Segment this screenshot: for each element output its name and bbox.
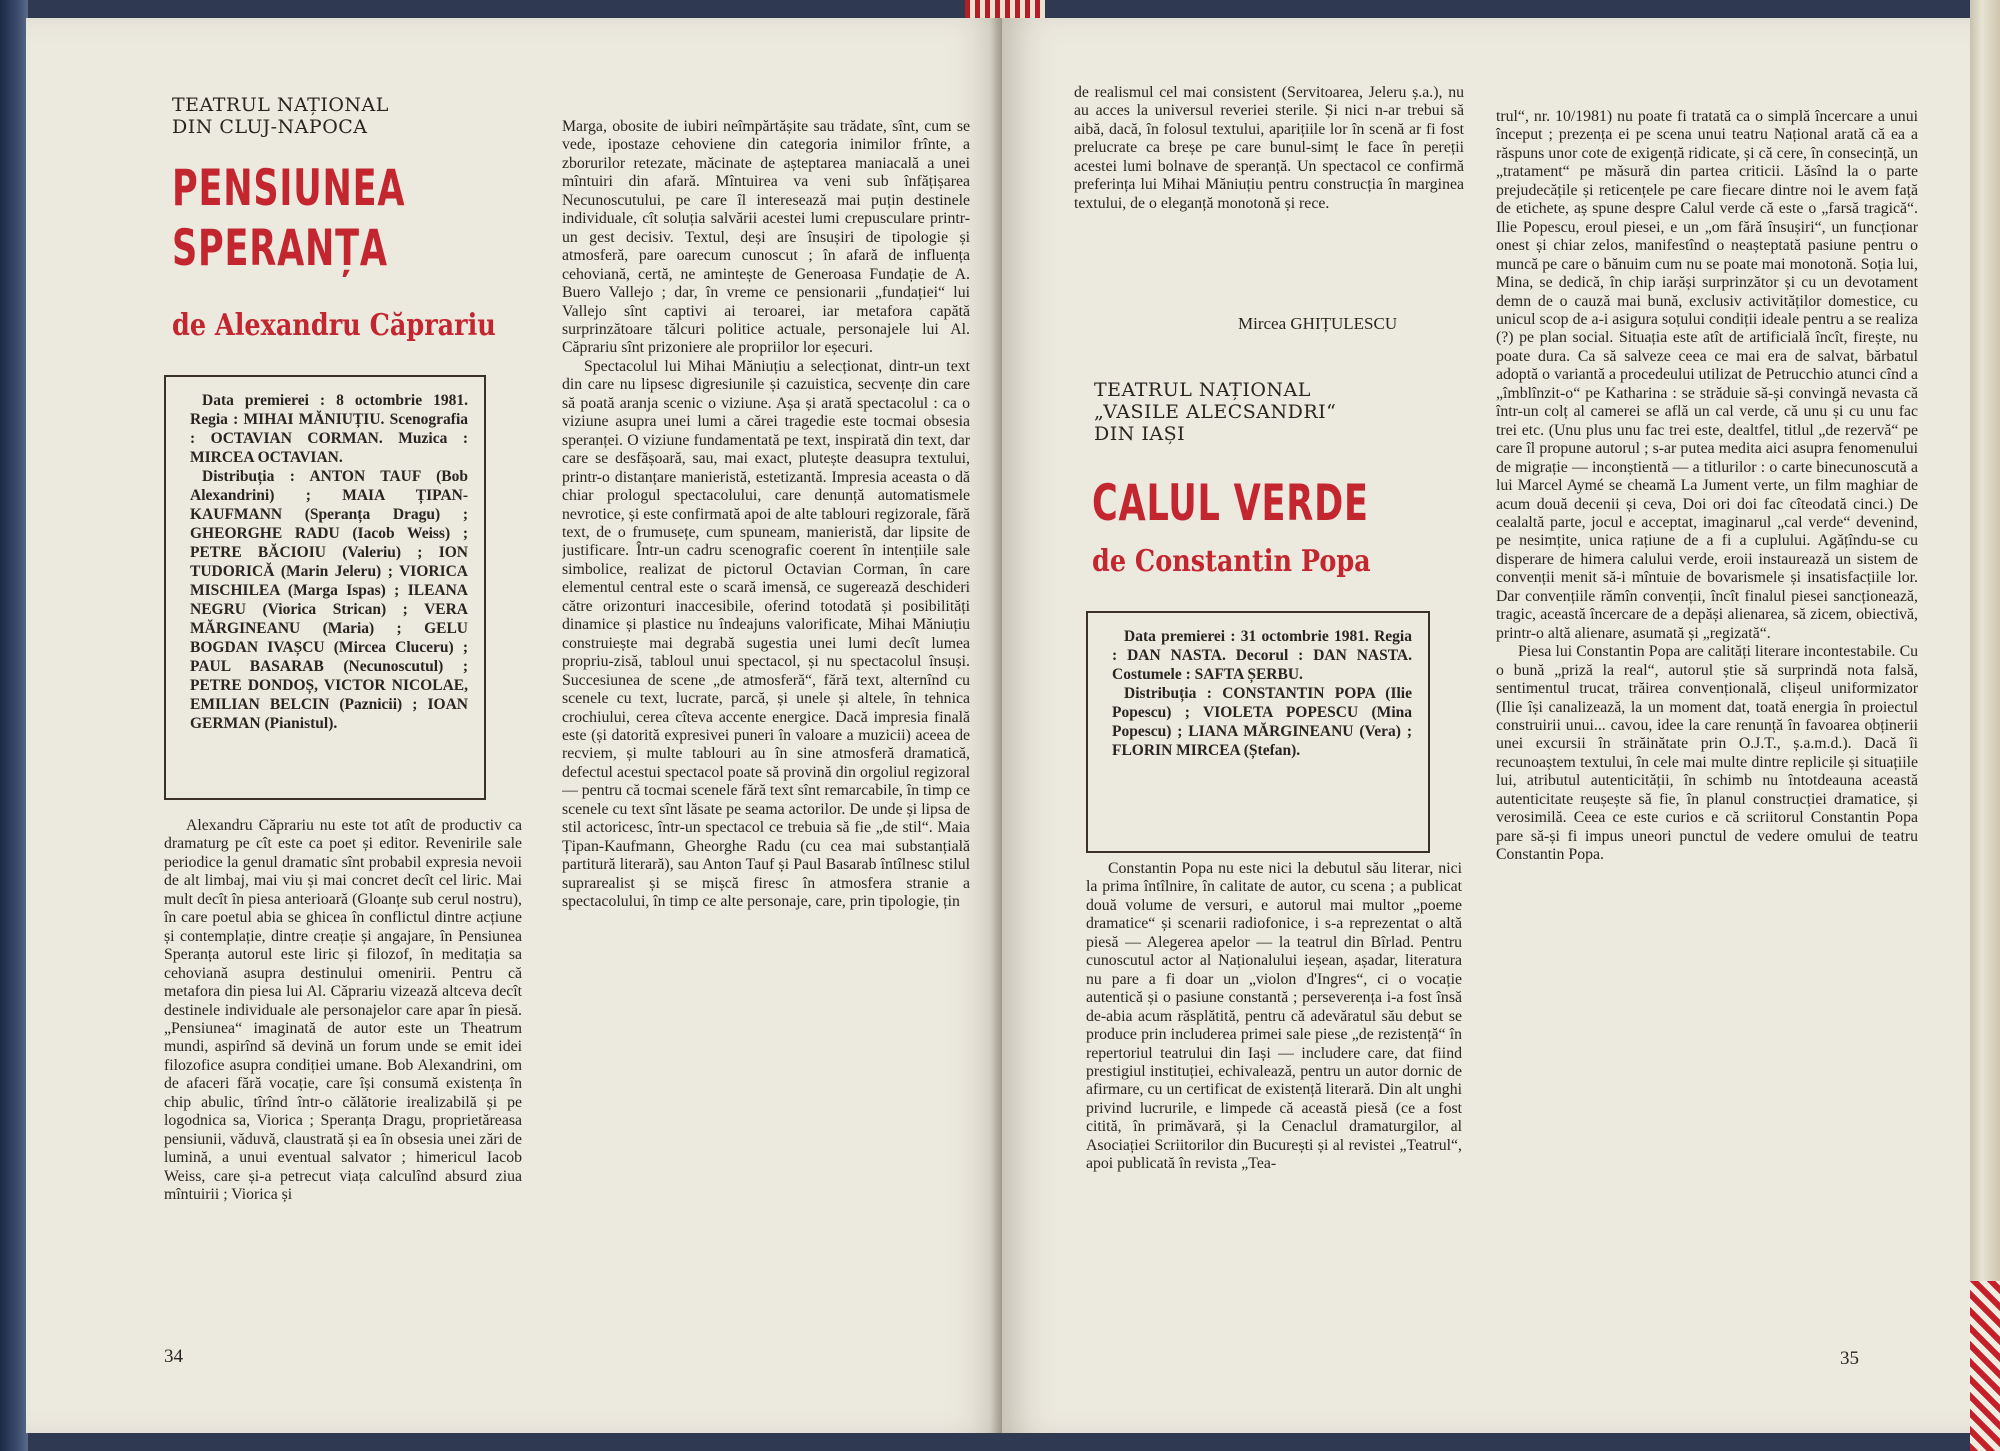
article-paragraph: Piesa lui Constantin Popa are calități literare incontestabile. Cu o bună „priză la real“, autorul știe să surprindă nota falsă, sentimentul trucat, trăirea convențională, clișeul uniformizator (Ilie își canalizează, la un moment dat, toată energia în proiectul construirii unui... cavou, idee la care renunță în favoarea obținerii unei excursii în străinătate prin O.J.T., ș.a.m.d.). Dacă îi recunoaștem textului, în cele mai multe dintre replicile și situațiile lui, atributul autenticității, în schimb nu întotdeauna această autenticitate reușește să fie, în planul construcției dramatice, și verosimilă. Ceea ce este curios e că scriitorul Constantin Popa pare să-și fi impus uneori punctul de vedere omului de teatru Constantin Popa. xyxy=(1496,643,1918,864)
page-stack-edge xyxy=(1970,0,2000,1451)
article-paragraph: Spectacolul lui Mihai Măniuțiu a selecționat, dintr-un text din care nu lipsesc digresiunile și cazuistica, secvențe din care să poată aranja scenic o viziune. Așa și arată spectacolul : ca o viziune asupra unei lumi a cărei tragedie este tocmai obsesia speranței. O viziune fundamentată pe text, inspirată din text, dar care se desfășoară, sau, mai exact, plutește deasupra textului, printr-o distanțare manieristă, estetizantă. Impresia aceasta o dă chiar prologul spectacolului, care denunță automatismele nevrotice, și este confirmată apoi de alte tablouri regizorale, fără text, de o frumusețe, cum spuneam, manieristă, dar lipsite de justificare. Într-un cadru scenografic coerent în intențiile sale simbolice, realizat de pictorul Octavian Corman, în care elementul central este o scară imensă, ce sugerează deschideri către orizonturi inaccesibile, oferind totodată și posibilități dinamice și plastice nu îndeajuns valorificate, Mihai Măniuțiu construiește mai degrabă sugestia unei lumi decît lumea propriu-zisă, tabloul unui spectacol, și nu spectacolul însuși. Succesiunea de scene „de atmosferă“, fără text, alternînd cu scenele cu text, lucrate, parcă, și unele și altele, în tehnica crochiului, cerea cîteva accente energice. Dacă impresia finală este (și datorită expresivei puneri în valoare a muzicii) aceea de recviem, și multe tablouri au în sine atmosferă dramatică, defectul acestui spectacol poate să provină din orgoliul regizoral — pentru că tocmai scenele fără text sînt remarcabile, în timp ce scenele cu text sînt lăsate pe seama actorilor. De unde și lipsa de stil actoricesc, într-un spectacol ce trebuia să fie „de stil“. Maia Țipan-Kaufmann, Gheorghe Radu (cu cea mai substanțială partitură literară), sau Anton Tauf și Paul Basarab întîlnesc stilul suprarealist și se mișcă firesc în atmosfera stranie a spectacolului, în timp ce alte personaje, care, prin tipologie, țin xyxy=(562,357,970,911)
play-title xyxy=(172,158,405,278)
theatre-heading xyxy=(1094,379,1336,445)
theatre-heading xyxy=(172,94,389,138)
article-paragraph: Constantin Popa nu este nici la debutul său literar, nici la prima întîlnire, în calitate de autor, cu scena ; a publicat două volume de versuri, e autorul mai multor „poeme dramatice“ și scenarii radiofonice, i s-a reprezentat o altă piesă — Alegerea apelor — la teatrul din Bîrlad. Pentru cunoscutul actor al Naționalului ieșean, așadar, literatura nu pare a fi doar un „violon d'Ingres“, ci o vocație autentică și o pasiune constantă ; perseverența i-a fost însă de-abia acum răsplătită, pentru că adevăratul său debut se produce prin includerea primei sale piese „de rezistență“ în repertoriul teatrului din Iași — includere care, dat fiind prestigiul instituției, echivalează, pentru un autor dornic de afirmare, cu un certificat de existență literară. Din alt unghi privind lucrurile, e limpede că această piesă (ce a fost citită, în primăvară, și la Cenaclul dramaturgilor, al Asociației Scriitorilor din București și al revistei „Teatrul“, apoi publicată în revista „Tea- xyxy=(1086,860,1462,1173)
review-signature: Mircea GHIȚULESCU xyxy=(1238,314,1398,333)
theatre-line: TEATRUL NAȚIONAL xyxy=(1094,379,1311,401)
play-title-line: SPERANȚA xyxy=(172,219,388,277)
page-number: 34 xyxy=(164,1346,183,1367)
article-paragraph: de realismul cel mai consistent (Servitoarea, Jeleru ș.a.), nu au acces la universul reveriei sterile. Și nici n-ar trebui să aibă, dacă, în folosul textului, aparițiile lor în scenă ar fi fost prelucrate ca breșe pe care bunul-simț le face în pereții acestei lumi bolnave de speranță. Un spectacol ce confirmă preferința lui Mihai Măniuțiu pentru construcția în marginea textului, de o eleganță monotonă și rece. xyxy=(1074,84,1464,212)
article-paragraph: Marga, obosite de iubiri neîmpărtășite sau trădate, sînt, cum se vede, ipostaze cehoviene din categoria inimilor frînte, a zborurilor retezate, măcinate de așteptarea maniacală a unei mîntuiri din afară. Mîntuirea va veni sub înfățișarea Necunoscutului, pe care îl interesează mai puțin destinele individuale, cît soluția salvării acestei lumi crepusculare printr-un gest decisiv. Textul, deși are însușiri de tipologie și atmosferă, pare oarecum cunoscut ; în afară de influența cehoviană, certă, ne amintește de Generoasa Fundație de A. Buero Vallejo ; dar, în vreme ce pensionarii „fundației“ lui Vallejo sînt captivi ai teroarei, iar metafora capătă surprinzătoare tălcuri politice actuale, personajele lui Al. Căprariu sînt prizoniere ale propriilor lor eșecuri. xyxy=(562,118,970,357)
theatre-line: „VASILE ALECSANDRI“ xyxy=(1094,401,1337,423)
credits-box xyxy=(1086,611,1430,853)
credits-text: Data premierei : 31 octombrie 1981. Regia : DAN NASTA. Decorul : DAN NASTA. Costumele : SAFTA ȘERBU. xyxy=(1112,628,1412,683)
theatre-line: DIN IAȘI xyxy=(1094,423,1186,445)
play-author: de Constantin Popa xyxy=(1092,544,1371,579)
article-column-1 xyxy=(1086,860,1462,1342)
article-continuation xyxy=(1074,84,1464,308)
cast-text: Distribuția : CONSTANTIN POPA (Ilie Popescu) ; VIOLETA POPESCU (Mina Popescu) ; LIANA MĂRGINEANU (Vera) ; FLORIN MIRCEA (Ștefan). xyxy=(1112,685,1412,759)
play-author: de Alexandru Căprariu xyxy=(172,308,496,343)
theatre-line: TEATRUL NAȚIONAL xyxy=(172,94,389,116)
article-column-2 xyxy=(1496,108,1918,1334)
article-column-2 xyxy=(562,118,970,1358)
article-column-1 xyxy=(164,817,522,1357)
page-number: 35 xyxy=(1840,1348,1859,1369)
article-paragraph: Alexandru Căprariu nu este tot atît de productiv ca dramaturg pe cît este ca poet și editor. Revenirile sale periodice la genul dramatic sînt probabil expresia nevoii de alt limbaj, mai viu și mai concret decît cel liric. Mai mult decît în piesa anterioară (Gloanțe sub cerul nostru), în care poetul abia se ghicea în conflictul dintre acțiune și contemplație, dintre creație și angajare, în Pensiunea Speranța autorul este liric și filozof, în meditația sa cehoviană asupra destinului omenirii. Pentru că metafora din piesa lui Al. Căprariu vizează altceva decît destinele individuale ale personajelor care apar în piesă. „Pensiunea“ imaginată de autor este un Theatrum mundi, aspirînd să devină un forum unde se emit idei filozofice asupra condiției umane. Bob Alexandrini, om de afaceri fără vocație, care își consumă existența în chip abulic, tîrînd într-o călătorie irealizabilă și pe logodnica sa, Viorica ; Speranța Dragu, proprietăreasa pensiunii, văduvă, claustrată și ea în obsesia unei zări de lumină, a unui eventual salvator ; himericul Iacob Weiss, care și-a petrecut viața calculînd absurd ziua mîntuirii ; Viorica și xyxy=(164,817,522,1204)
credits-text: Data premierei : 8 octombrie 1981. Regia : MIHAI MĂNIUȚIU. Scenografia : OCTAVIAN CORMAN. Muzica : MIRCEA OCTAVIAN. xyxy=(190,392,468,466)
article-paragraph: trul“, nr. 10/1981) nu poate fi tratată ca o simplă încercare a unui început ; prezența ei pe scena unui teatru Național arată că ea a răspuns unor cote de exigență ridicate, și că cere, în consecință, un „tratament“ pe măsură din partea criticii. Lăsînd la o parte prejudecățile și reticențele pe care fiecare dintre noi le avem față de etichete, aș spune despre Calul verde că este o „farsă tragică“. Ilie Popescu, eroul piesei, e un „om fără însușiri“, un funcționar onest și chiar zelos, manifestînd o neașteptată pasiune pentru o muncă pe care o bănuim cum nu se poate mai monotonă. Soția lui, Mina, se dedică, în chip iarăși surprinzător și cu un devotament demn de o cauză mai bună, exclusiv activităților domestice, cu unicul scop de a-i asigura soțului condiții ideale pentru a se realiza (?) pe plan social. Situația este atît de artificială încît, firește, nu poate dura. Ca să salveze ceea ce mai era de salvat, bărbatul adoptă o variantă a procedeului utilizat de Petrucchio atunci cînd a „îmblînzit-o“ pe Katharina : se străduie să-și convingă nevasta că într-un colț al camerei se află un cal verde, că unu și cu unu fac trei etc. (Unu plus unu fac trei este, dealtfel, titlul „de rezervă“ pe care îl propune autorul ; s-ar putea medita aici asupra fenomenului de migrație — inconștientă — a titlurilor : o carte binecunoscută a lui Marcel Aymé se cheamă La Jument verte, un film maghiar de acum două decenii și ceva, Doi ori doi fac cîteodată cinci.) De cealaltă parte, jocul e acceptat, imaginarul „cal verde“ devenind, pe nesimțite, unica rațiune de a fi a cuplului. Agățîndu-se cu disperare de himera calului verde, eroii instaurează un sistem de convenții menit să-i mîntuie de bovarismele și insatisfacțiile lor. Dar convențiile rămîn convenții, încît finalul piesei sancționează, tragic, această încercare de a depăși alienarea, să zicem, obiectivă, printr-o altă alienare, asumată și „regizată“. xyxy=(1496,108,1918,642)
page-left xyxy=(26,18,1002,1433)
page-right xyxy=(1002,18,1970,1433)
credits-box xyxy=(164,375,486,800)
play-title: CALUL VERDE xyxy=(1092,474,1369,532)
theatre-line: DIN CLUJ-NAPOCA xyxy=(172,116,368,138)
book-cover-edge xyxy=(0,0,28,1451)
play-title-line: PENSIUNEA xyxy=(172,159,406,217)
book-edge-pattern xyxy=(1970,1281,2000,1451)
cast-text: Distribuția : ANTON TAUF (Bob Alexandrini) ; MAIA ȚIPAN-KAUFMANN (Speranța Dragu) ; GHEORGHE RADU (Iacob Weiss) ; PETRE BĂCIOIU (Valeriu) ; ION TUDORICĂ (Marin Jeleru) ; VIORICA MISCHILEA (Marga Ispas) ; ILEANA NEGRU (Viorica Strican) ; VERA MĂRGINEANU (Maria) ; GELU BOGDAN IVAȘCU (Mircea Cluceru) ; PAUL BASARAB (Necunoscutul) ; PETRE DONDOȘ, VICTOR NICOLAE, EMILIAN BELCIN (Paznicii) ; IOAN GERMAN (Pianistul). xyxy=(190,468,468,732)
